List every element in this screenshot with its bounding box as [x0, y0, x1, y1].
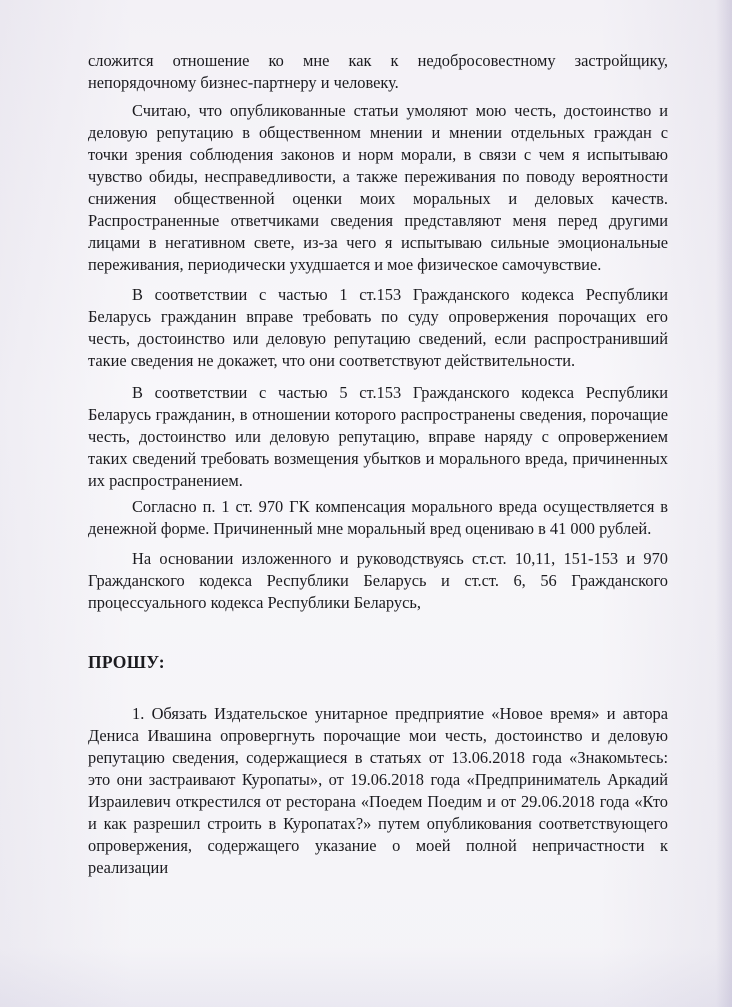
request-heading: ПРОШУ: [88, 652, 165, 672]
scan-edge-shadow [716, 0, 732, 1007]
scan-bottom-shadow [0, 947, 732, 1007]
paragraph-text: В соответствии с частью 1 ст.153 Гражданского кодекса Республики Беларусь гражданин вправе требовать по суду опровержения порочащих его честь, достоинство или деловую репутацию сведений, если распространивший такие сведения не докажет, что они соответствуют действительности. [88, 285, 668, 370]
paragraph-text: Считаю, что опубликованные статьи умоляют мою честь, достоинство и деловую репутацию в общественном мнении и мнении отдельных граждан с точки зрения соблюдения законов и норм морали, в связи с чем я испытываю чувство обиды, несправедливости, а также переживания по поводу вероятности снижения общественной оценки моих моральных и деловых качеств. Распространенные ответчиками сведения представляют меня перед другими лицами в негативном свете, из-за чего я испытываю сильные эмоциональные переживания, периодически ухудшается и мое физическое самочувствие. [88, 101, 668, 274]
paragraph-text: В соответствии с частью 5 ст.153 Гражданского кодекса Республики Беларусь гражданин, в отношении которого распространены сведения, порочащие честь, достоинство или деловую репутацию, вправе наряду с опровержением таких сведений требовать возмещения убытков и морального вреда, причиненных их распространением. [88, 383, 668, 490]
continuation-paragraph [88, 50, 668, 94]
paragraph-text: На основании изложенного и руководствуясь ст.ст. 10,11, 151-153 и 970 Гражданского кодекса Республики Беларусь и ст.ст. 6, 56 Гражданского процессуального кодекса Республики Беларусь, [88, 549, 668, 612]
paragraph-article-153-part-1 [88, 284, 668, 372]
paragraph-compensation-amount [88, 496, 668, 540]
paragraph-article-153-part-5 [88, 382, 668, 492]
paragraph-text: 1. Обязать Издательское унитарное предприятие «Новое время» и автора Дениса Ивашина опровергнуть порочащие мои честь, достоинство и деловую репутацию сведения, содержащиеся в статьях от 13.06.2018 года «Знакомьтесь: это они застраивают Куропаты», от 19.06.2018 года «Предприниматель Аркадий Израилевич открестился от ресторана «Поедем Поедим и от 29.06.2018 года «Кто и как разрешил строить в Куропатах?» путем опубликования соответствующего опровержения, содержащего указание о моей полной непричастности к реализации [88, 704, 668, 877]
paragraph-text: Согласно п. 1 ст. 970 ГК компенсация морального вреда осуществляется в денежной форме. Причиненный мне моральный вред оцениваю в 41 000 рублей. [88, 497, 668, 538]
paragraph-moral-harm [88, 100, 668, 276]
request-item-1 [88, 703, 668, 879]
paragraph-text: сложится отношение ко мне как к недобросовестному застройщику, непорядочному бизнес-партнеру и человеку. [88, 51, 668, 92]
paragraph-legal-basis [88, 548, 668, 614]
